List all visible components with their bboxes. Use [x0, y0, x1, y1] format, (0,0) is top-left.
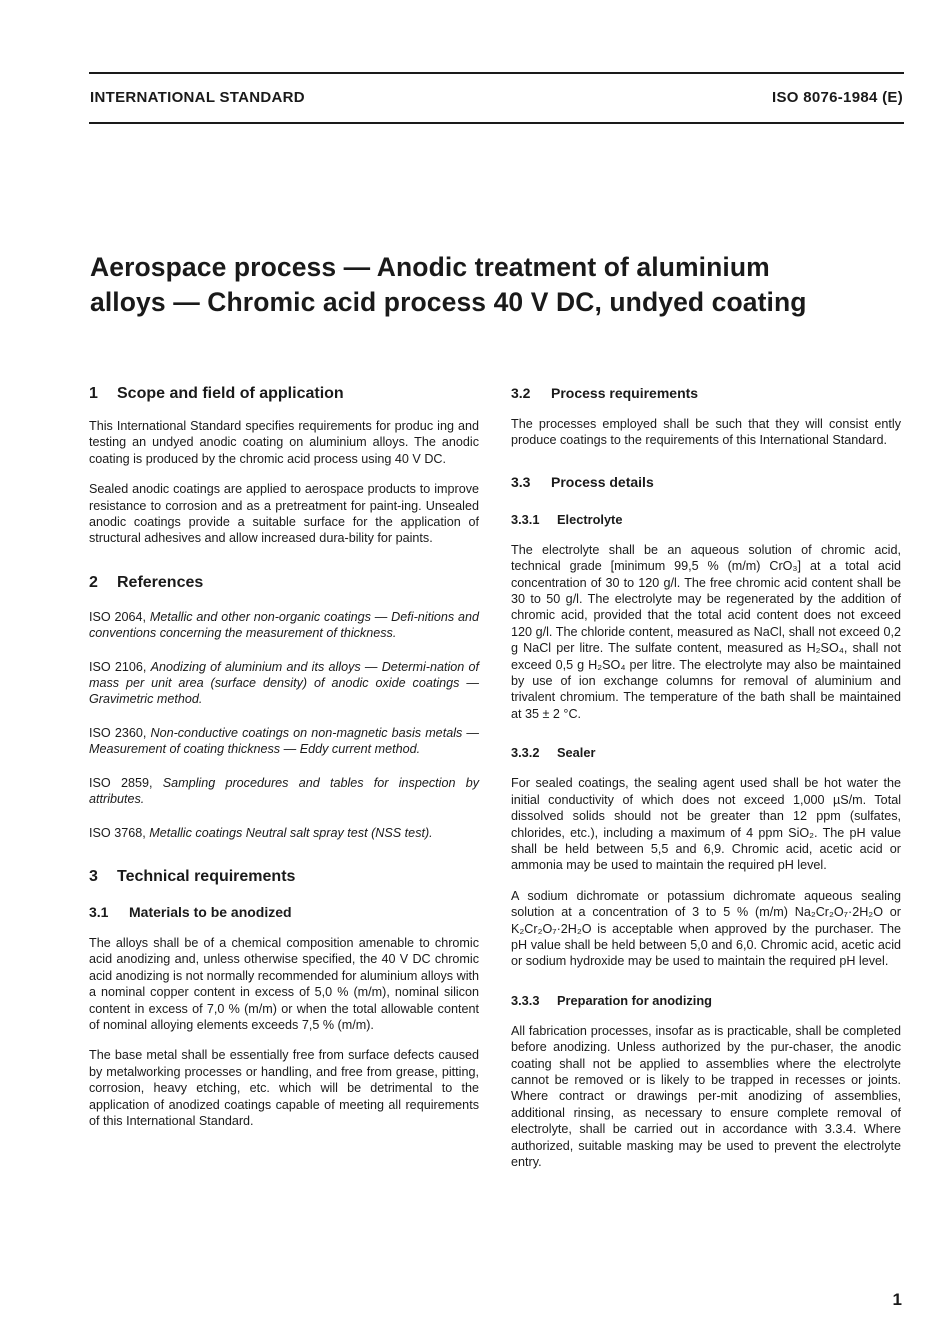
reference-title: Non-conductive coatings on non-magnetic basis metals — Measurement of coating thickness — Eddy current method.	[89, 725, 480, 757]
section-title: References	[117, 573, 204, 591]
paragraph: The processes employed shall be such that they will consist ently produce coatings to the requirements of this International Standard.	[511, 417, 901, 448]
reference-code: ISO 2106,	[89, 659, 147, 674]
section-3-3-3-heading	[511, 992, 901, 1009]
section-number: 1	[89, 385, 98, 402]
reference-title: Metallic coatings Neutral salt spray test (NSS test).	[149, 825, 433, 840]
left-column	[89, 384, 479, 1129]
paragraph: All fabrication processes, insofar as is practicable, shall be completed before anodizing. Unless authorized by the pur-chaser, the anodic coating shall not be applied to assemblies where the electrolyte cannot be removed or is likely to be trapped in recesses or joints. Where contract or drawings per-mit anodizing of assemblies, additional rinsing, as necessary to ensure complete removal of electrolyte, shall be carried out in accordance with 3.3.4. Where authorized, suitable masking may be used to prevent the electrolyte entry.	[511, 1023, 901, 1169]
section-3-3-2-heading	[511, 744, 901, 761]
section-2-heading	[89, 573, 479, 593]
section-number: 3.3.3	[511, 992, 540, 1008]
section-title: Preparation for anodizing	[557, 992, 712, 1008]
reference-item	[89, 775, 479, 808]
section-3-3-1-heading	[511, 511, 901, 528]
section-title: Sealer	[557, 745, 596, 761]
section-title: Materials to be anodized	[129, 903, 292, 920]
reference-title: Anodizing of aluminium and its alloys — Determi-nation of mass per unit area (surface density) of anodic oxide coatings — Gravimetric method.	[89, 659, 479, 707]
section-3-1-heading	[89, 903, 479, 921]
document-title	[90, 250, 910, 320]
section-title: Electrolyte	[557, 511, 623, 527]
paragraph: The base metal shall be essentially free from surface defects caused by metalworking processes or handling, and free from grease, pitting, corrosion, heavy etching, etc. which will be detrimental to the application of anodized coatings capable of meeting all requirements of this International Standard.	[89, 1048, 479, 1128]
header-right: ISO 8076-1984 (E)	[771, 89, 903, 106]
paragraph: The electrolyte shall be an aqueous solution of chromic acid, technical grade [minimum 99,5 % (m/m) CrO₃] at a total acid concentration of 30 to 120 g/l. The free chromic acid content shall be 30 to 50 g/l. The electrolyte may be regenerated by the addition of chromic acid, provided that the total acid content does not exceed 120 g/l. The chloride content, measured as NaCl, shall not exceed 0,2 g NaCl per litre. The sulfate content, measured as H₂SO₄, shall not exceed 0,5 g H₂SO₄ per litre. The electrolyte may also be maintained by use of ion exchange columns for removal of aluminium and trivalent chromium. The temperature of the bath shall be maintained at 35 ± 2 °C.	[511, 542, 901, 721]
reference-code: ISO 2859,	[89, 775, 153, 790]
section-number: 3.3.1	[511, 511, 540, 527]
page-number: 1	[892, 1290, 902, 1309]
section-number: 2	[89, 573, 98, 591]
reference-item	[89, 825, 479, 841]
paragraph: The alloys shall be of a chemical composition amenable to chromic acid anodizing and, unless otherwise specified, the 40 V DC chromic acid anodizing is not normally recommended for aluminium alloys with a nominal copper content in excess of 5,0 % (m/m), nominal silicon content in excess of 7,0 % (m/m) or when the total allowable content of nominal alloying elements exceeds 7,5 % (m/m).	[89, 935, 479, 1032]
section-number: 3	[89, 867, 98, 885]
section-title: Process details	[551, 473, 654, 490]
reference-title: Metallic and other non-organic coatings — Defi-nitions and conventions concerning the measurement of thickness.	[89, 609, 479, 641]
section-number: 3.1	[89, 903, 109, 920]
title-line-2: alloys — Chromic acid process 40 V DC, undyed coating	[90, 287, 807, 317]
header-left: INTERNATIONAL STANDARD	[90, 89, 305, 106]
section-number: 3.3.2	[511, 745, 540, 761]
reference-code: ISO 2064,	[89, 609, 147, 624]
paragraph: A sodium dichromate or potassium dichromate aqueous sealing solution at a concentration of 3 to 5 % (m/m) Na₂Cr₂O₇·2H₂O or K₂Cr₂O₇·2H₂O is acceptable when approved by the purchaser. The pH value shall be held between 5,0 and 6,0. Chromic acid, acetic acid or sodium hydroxide may be used to maintain the required pH level.	[511, 888, 901, 969]
section-title: Technical requirements	[117, 867, 296, 885]
reference-code: ISO 2360,	[89, 725, 147, 740]
section-title: Process requirements	[551, 385, 699, 401]
section-title: Scope and field of application	[117, 385, 344, 402]
paragraph: Sealed anodic coatings are applied to aerospace products to improve resistance to corrosion and as a pretreatment for paint-ing. Unsealed anodic coatings provide a suitable surface for the application of structural adhesives and allow increased dura-bility for paints.	[89, 482, 479, 546]
section-3-heading	[89, 867, 479, 887]
section-number: 3.3	[511, 473, 531, 490]
section-3-3-heading	[511, 473, 901, 491]
paragraph: For sealed coatings, the sealing agent used shall be hot water the initial conductivity of which does not exceed 1,000 µS/m. Total dissolved solids should not be greater than 12 ppm (sulfates, chlorides, etc.), including a maximum of 4 ppm SiO₂. The pH value shall be held between 5,5 and 6,9. Chromic acid, acetic acid or ammonia may be used to maintain the required pH level.	[511, 776, 901, 873]
paragraph: This International Standard specifies requirements for produc ing and testing an undyed anodic coating on aluminium alloys. The anodic coating is produced by the chromic acid process using 40 V DC.	[89, 419, 479, 466]
reference-item	[89, 659, 479, 708]
header-rule	[89, 122, 904, 124]
reference-item	[89, 609, 479, 642]
section-3-2-heading	[511, 384, 901, 402]
top-rule	[89, 72, 904, 74]
reference-title: Sampling procedures and tables for inspection by attributes.	[89, 775, 479, 807]
right-column	[511, 384, 901, 1170]
reference-item	[89, 725, 479, 758]
section-1-heading	[89, 384, 479, 404]
reference-code: ISO 3768,	[89, 825, 146, 840]
title-line-1: Aerospace process — Anodic treatment of aluminium	[90, 252, 770, 282]
section-number: 3.2	[511, 385, 531, 401]
